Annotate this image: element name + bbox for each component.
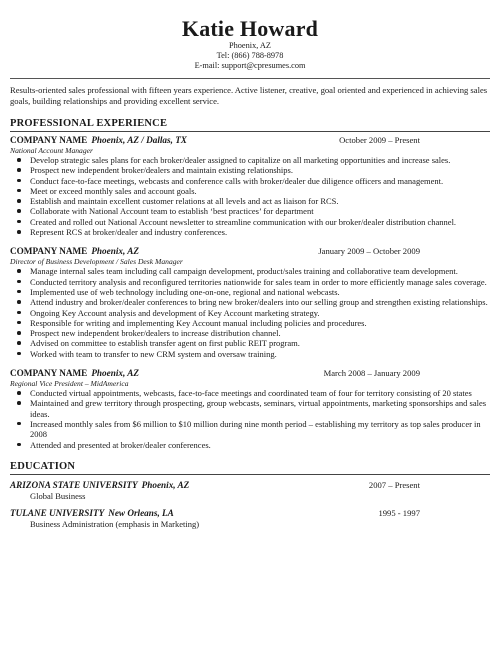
job-bullet: Meet or exceed monthly sales and account goals. <box>30 186 490 196</box>
education-entry <box>10 508 490 529</box>
education-entry <box>10 480 490 501</box>
job-bullet: Conducted virtual appointments, webcasts, face-to-face meetings and coordinated team of four for territory consisting of 20 states <box>30 388 490 398</box>
job-role: Director of Business Development / Sales Desk Manager <box>10 257 183 267</box>
education-section-title: EDUCATION <box>10 460 76 472</box>
resume-header <box>10 0 490 71</box>
job-bullet: Maintained and grew territory through prospecting, group webcasts, seminars, virtual appointments, marketing sponsorships and sales ideas. <box>30 398 490 419</box>
job-bullets <box>10 155 490 237</box>
contact-email: E-mail: support@cpresumes.com <box>194 61 306 70</box>
school-location: Phoenix, AZ <box>141 479 190 490</box>
header-divider <box>10 78 490 79</box>
school-dates: 2007 – Present <box>368 479 420 490</box>
job-bullet: Represent RCS at broker/dealer and industry conferences. <box>30 227 490 237</box>
job-bullet: Establish and maintain excellent customer relations at all levels and act as liaison for RCS. <box>30 196 490 206</box>
job-entry <box>10 368 490 450</box>
school-detail: Business Administration (emphasis in Marketing) <box>30 518 200 529</box>
candidate-name: Katie Howard <box>181 16 319 41</box>
job-bullet: Develop strategic sales plans for each broker/dealer assigned to capitalize on all marketing opportunities and increase sales. <box>30 155 490 165</box>
job-bullet: Implemented use of web technology including one-on-one, regional and national webcasts. <box>30 287 490 297</box>
job-bullet: Responsible for writing and implementing Key Account manual including policies and procedures. <box>30 318 490 328</box>
experience-section-title: PROFESSIONAL EXPERIENCE <box>10 118 168 129</box>
job-company: COMPANY NAME <box>10 246 88 257</box>
job-company: COMPANY NAME <box>10 368 88 379</box>
job-bullet: Conducted territory analysis and reconfigured territories nationwide for sales team in order to more efficiently manage sales coverage. <box>30 277 490 287</box>
job-company: COMPANY NAME <box>10 135 88 145</box>
job-bullet: Attend industry and broker/dealer conferences to bring new broker/dealers into our selling group and strengthen existing relationships. <box>30 297 490 307</box>
job-bullet: Advised on committee to establish transfer agent on first public REIT program. <box>30 338 490 348</box>
experience-section-rule <box>10 131 490 132</box>
job-bullet: Prospect new independent broker/dealers to increase distribution channel. <box>30 328 490 338</box>
job-entry <box>10 246 490 359</box>
contact-city: Phoenix, AZ <box>229 41 271 50</box>
job-role: Regional Vice President – MidAmerica <box>10 379 129 389</box>
school-location: New Orleans, LA <box>108 507 174 518</box>
job-dates: October 2009 – Present <box>339 135 420 145</box>
experience-list <box>10 135 490 450</box>
school-name: ARIZONA STATE UNIVERSITY <box>10 479 138 490</box>
professional-summary: Results-oriented sales professional with fifteen years experience. Active listener, creative, goal oriented and experienced in achieving sales goals, building relationships and providing excellent service. <box>10 85 488 106</box>
job-bullet: Worked with team to transfer to new CRM system and oversaw training. <box>30 349 490 359</box>
job-bullet: Ongoing Key Account analysis and development of Key Account marketing strategy. <box>30 308 490 318</box>
school-dates: 1995 - 1997 <box>378 507 420 518</box>
job-bullet: Created and rolled out National Account newsletter to streamline communication with our broker/dealer distribution channel. <box>30 217 490 227</box>
job-location: Phoenix, AZ <box>91 246 139 257</box>
job-bullet: Manage internal sales team including call campaign development, product/sales training and collaborative team development. <box>30 266 490 276</box>
job-bullets <box>10 266 490 359</box>
job-dates: March 2008 – January 2009 <box>323 368 420 379</box>
job-bullet: Increased monthly sales from $6 million to $10 million during nine month period – establishing my territory as top sales producer in 2008 <box>30 419 490 440</box>
job-entry <box>10 135 490 237</box>
job-bullet: Collaborate with National Account team to establish ‘best practices’ for department <box>30 206 490 216</box>
education-section-rule <box>10 474 490 475</box>
job-location: Phoenix, AZ <box>91 368 139 379</box>
school-detail: Global Business <box>30 490 86 501</box>
job-role: National Account Manager <box>10 146 93 155</box>
job-bullet: Prospect new independent broker/dealers and maintain existing relationships. <box>30 165 490 175</box>
school-name: TULANE UNIVERSITY <box>10 507 105 518</box>
job-location: Phoenix, AZ / Dallas, TX <box>91 135 187 145</box>
job-bullet: Attended and presented at broker/dealer conferences. <box>30 440 490 450</box>
contact-phone: Tel: (866) 788-8978 <box>216 51 284 60</box>
job-dates: January 2009 – October 2009 <box>318 246 420 257</box>
job-bullet: Conduct face-to-face meetings, webcasts and conference calls with broker/dealer due diligence officers and management. <box>30 176 490 186</box>
job-bullets <box>10 388 490 450</box>
